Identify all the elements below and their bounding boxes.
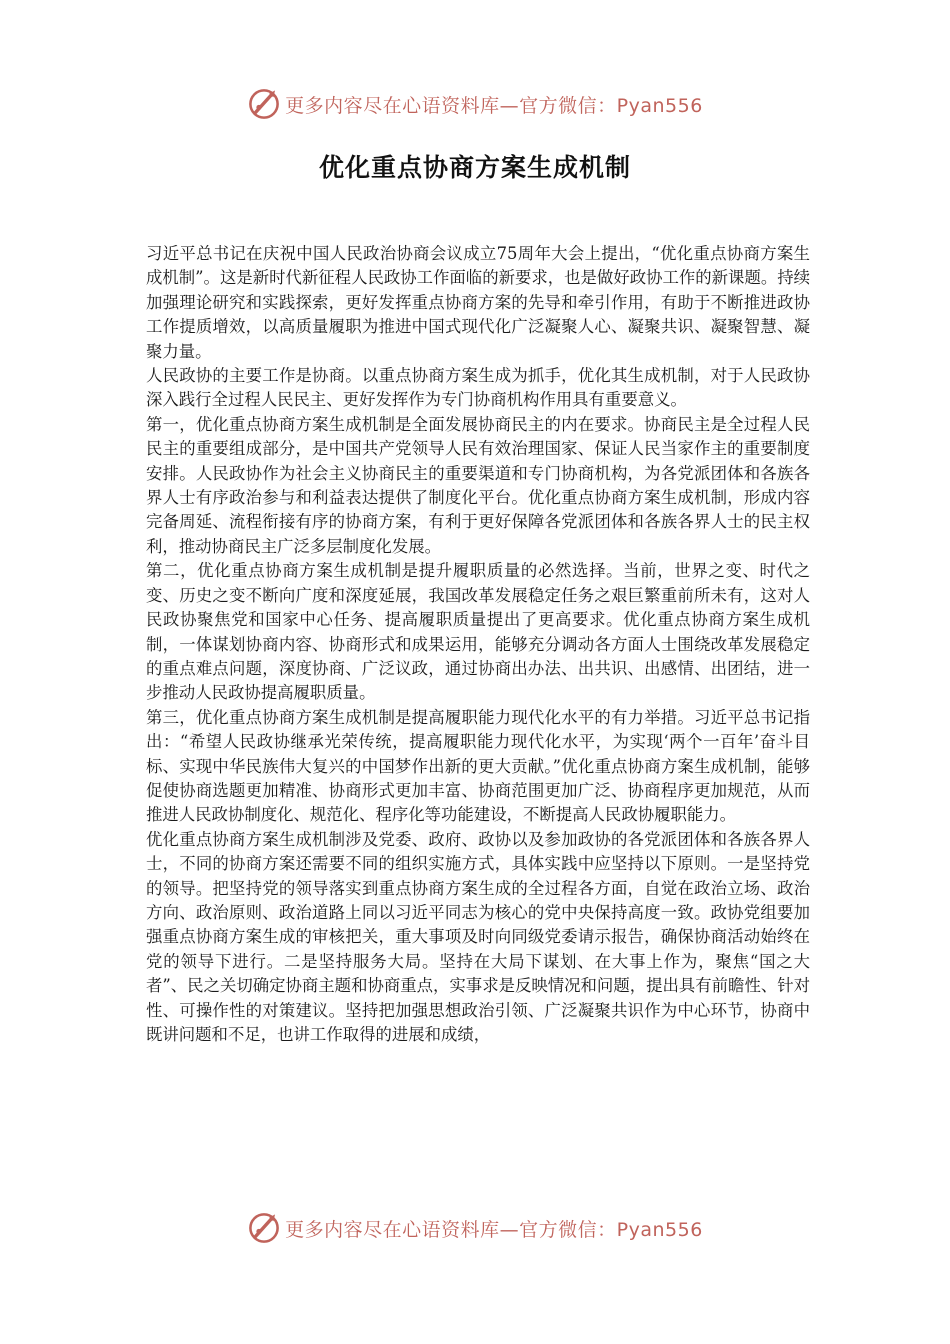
paragraph: 第一，优化重点协商方案生成机制是全面发展协商民主的内在要求。协商民主是全过程人民民主的重要组成部分，是中国共产党领导人民有效治理国家、保证人民当家作主的重要制度安排。人民政协作为社会主义协商民主的重要渠道和专门协商机构，为各党派团体和各族各界人士有序政治参与和利益表达提供了制度化平台。优化重点协商方案生成机制，形成内容完备周延、流程衔接有序的协商方案，有利于更好保障各党派团体和各族各界人士的民主权利，推动协商民主广泛多层制度化发展。	[146, 414, 810, 556]
document-title: 优化重点协商方案生成机制	[318, 153, 631, 182]
paragraph: 优化重点协商方案生成机制涉及党委、政府、政协以及参加政协的各党派团体和各族各界人士，不同的协商方案还需要不同的组织实施方式，具体实践中应坚持以下原则。一是坚持党的领导。把坚持党的领导落实到重点协商方案生成的全过程各方面，自觉在政治立场、政治方向、政治原则、政治道路上同以习近平同志为核心的党中央保持高度一致。政协党组要加强重点协商方案生成的审核把关，重大事项及时向同级党委请示报告，确保协商活动始终在党的领导下进行。二是坚持服务大局。坚持在大局下谋划、在大事上作为，聚焦“国之大者”、民之关切确定协商主题和协商重点，实事求是反映情况和问题，提出具有前瞻性、针对性、可操作性的对策建议。坚持把加强思想政治引领、广泛凝聚共识作为中心环节，协商中既讲问题和不足，也讲工作取得的进展和成绩，	[146, 829, 811, 1044]
paragraph: 习近平总书记在庆祝中国人民政治协商会议成立75周年大会上提出，“优化重点协商方案生成机制”。这是新时代新征程人民政协工作面临的新要求，也是做好政协工作的新课题。持续加强理论研究和实践探索，更好发挥重点协商方案的先导和牵引作用，有助于不断推进政协工作提质增效，以高质量履职为推进中国式现代化广泛凝聚人心、凝聚共识、凝聚智慧、凝聚力量。	[146, 244, 811, 361]
footer-watermark	[0, 1208, 950, 1248]
paragraph: 第二，优化重点协商方案生成机制是提升履职质量的必然选择。当前，世界之变、时代之变、历史之变不断向广度和深度延展，我国改革发展稳定任务之艰巨繁重前所未有，这对人民政协聚焦党和国家中心任务、提高履职质量提出了更高要求。优化重点协商方案生成机制，一体谋划协商内容、协商形式和成果运用，能够充分调动各方面人士围绕改革发展稳定的重点难点问题，深度协商、广泛议政，通过协商出办法、出共识、出感情、出团结，进一步推动人民政协提高履职质量。	[146, 561, 810, 703]
header-watermark	[0, 84, 950, 124]
paragraph: 人民政协的主要工作是协商。以重点协商方案生成为抓手，优化其生成机制，对于人民政协深入践行全过程人民民主、更好发挥作为专门协商机构作用具有重要意义。	[146, 366, 810, 410]
pen-logo-icon	[247, 87, 281, 121]
footer-watermark-text: 更多内容尽在心语资料库—官方微信：Pyan556	[285, 1218, 703, 1241]
header-watermark-text: 更多内容尽在心语资料库—官方微信：Pyan556	[285, 94, 703, 117]
pen-logo-icon	[247, 1211, 281, 1245]
paragraph: 第三，优化重点协商方案生成机制是提高履职能力现代化水平的有力举措。习近平总书记指出：“希望人民政协继承光荣传统，提高履职能力现代化水平，为实现‘两个一百年’奋斗目标、实现中华民族伟大复兴的中国梦作出新的更大贡献。”优化重点协商方案生成机制，能够促使协商选题更加精准、协商形式更加丰富、协商范围更加广泛、协商程序更加规范，从而推进人民政协制度化、规范化、程序化等功能建设，不断提高人民政协履职能力。	[146, 707, 810, 825]
document-body	[146, 242, 810, 1047]
